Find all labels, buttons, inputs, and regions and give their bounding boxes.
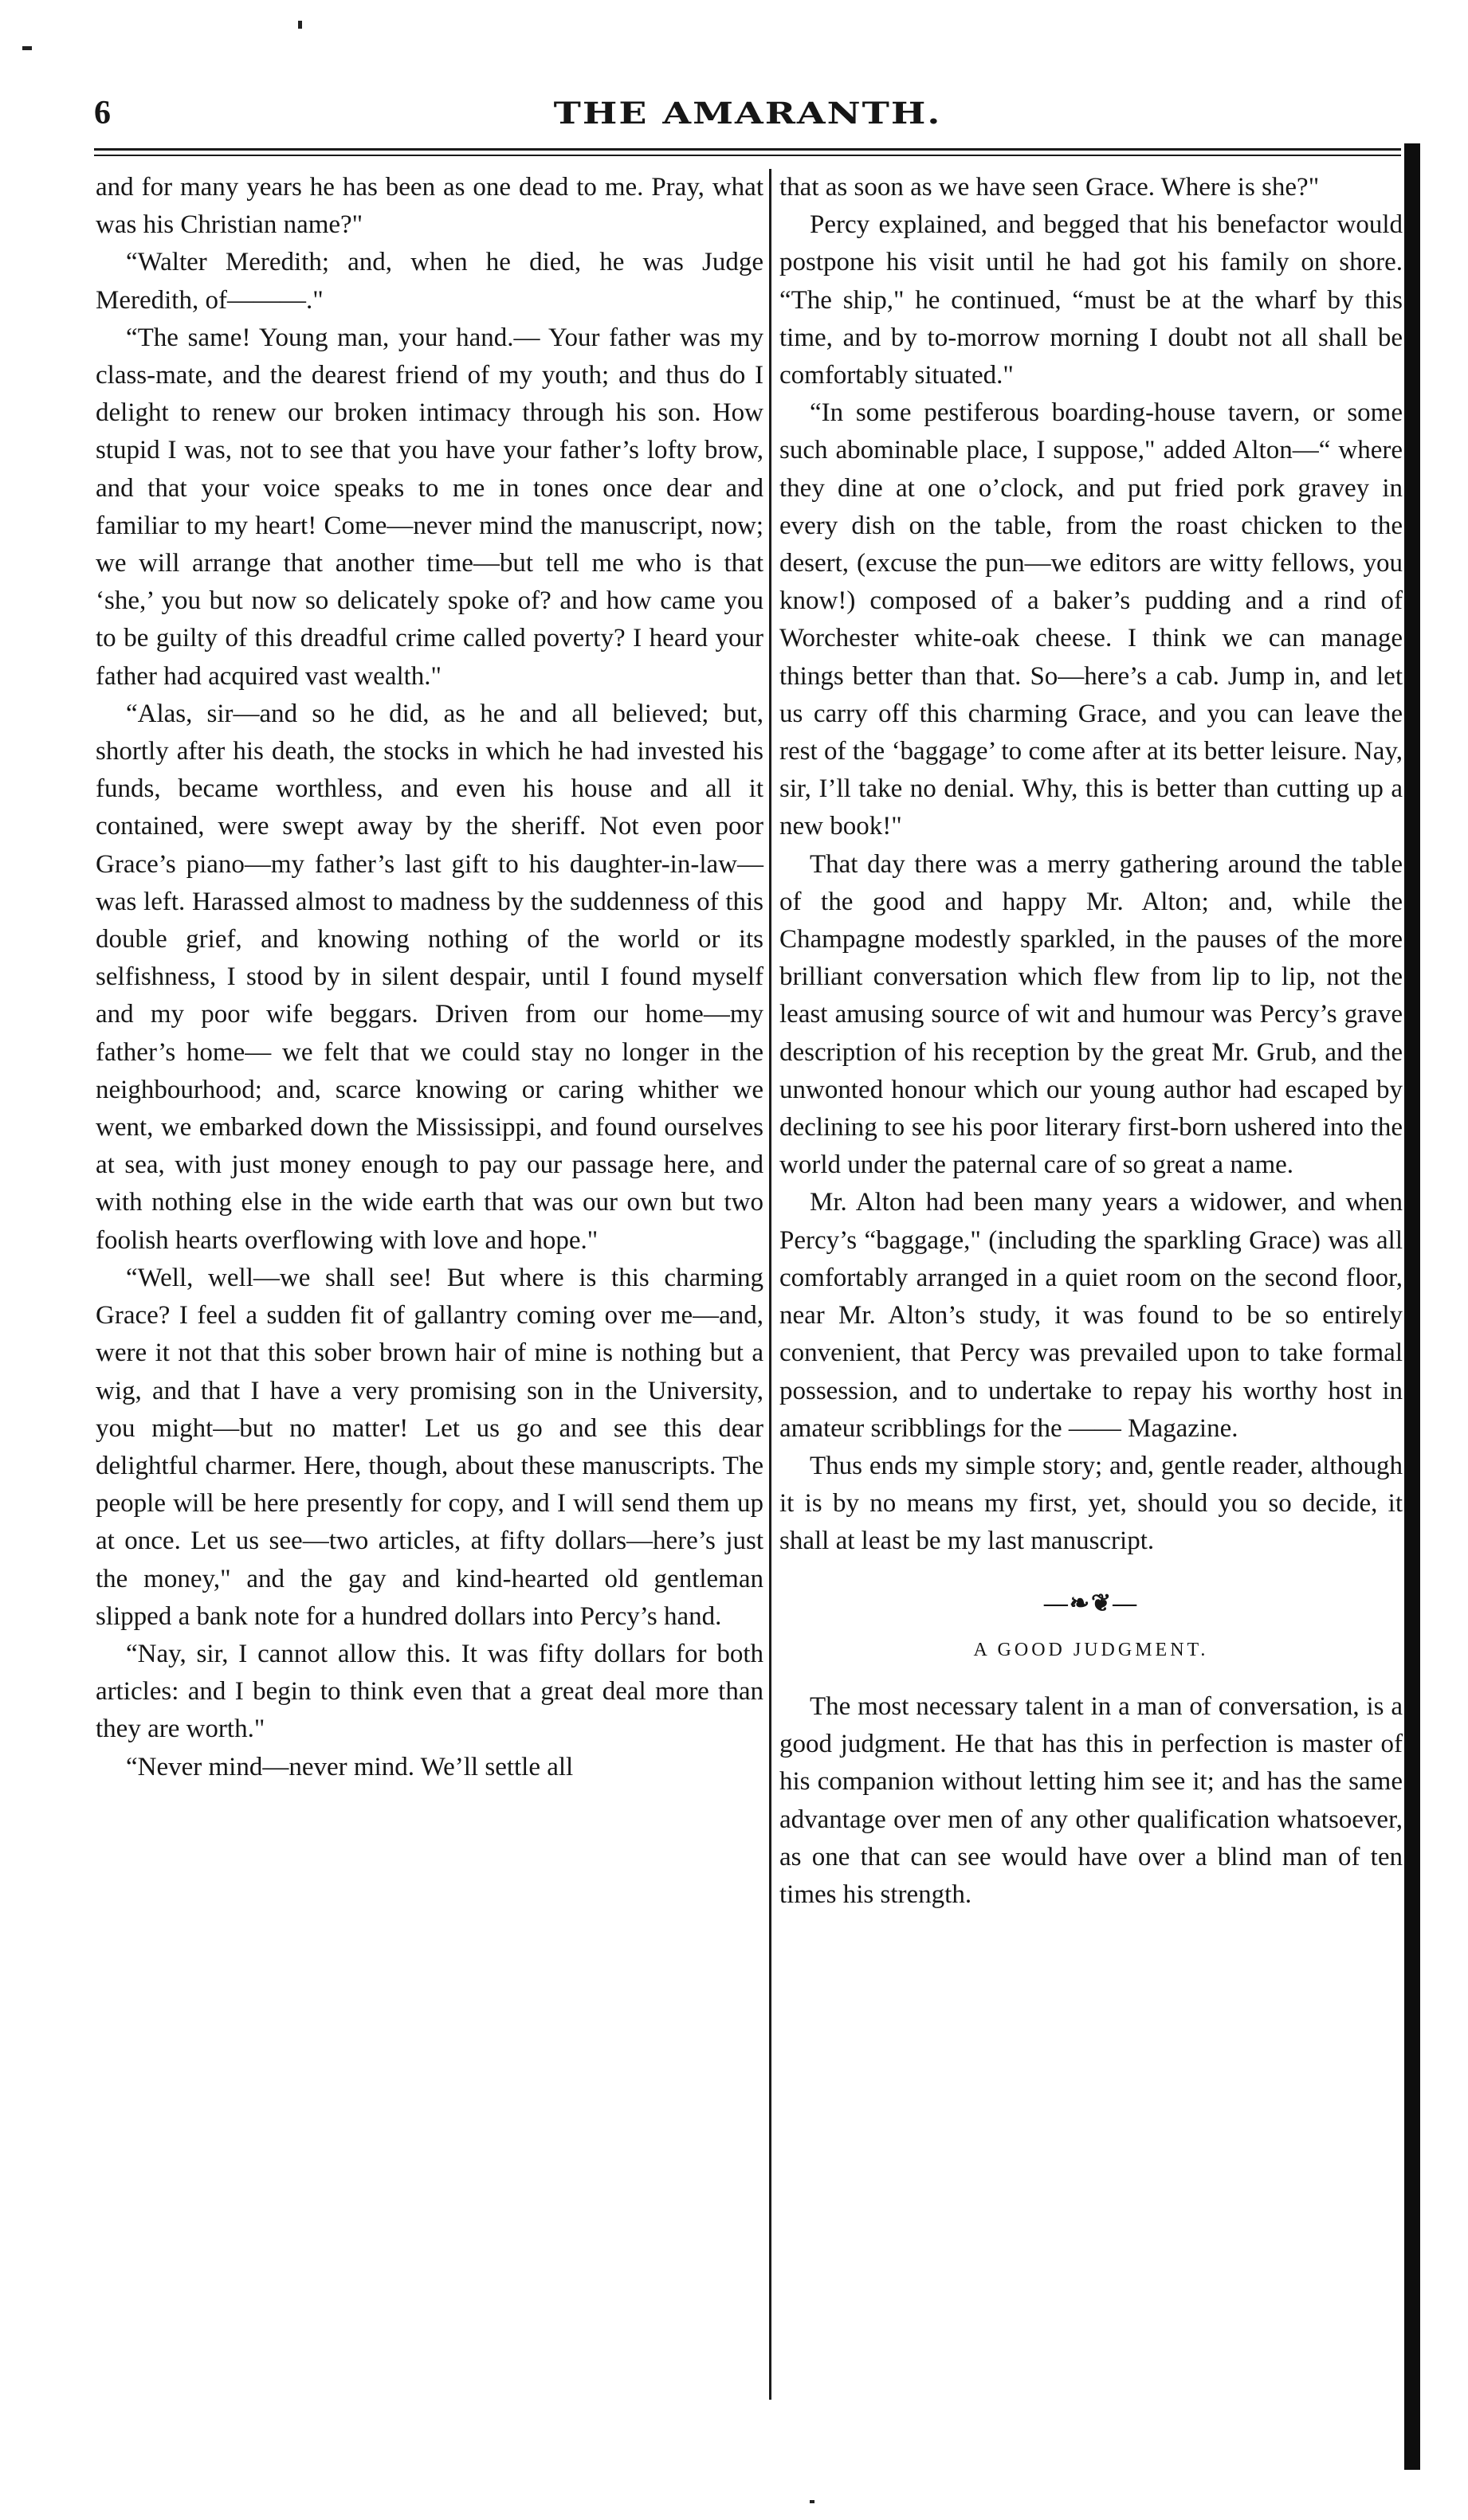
paragraph: “Well, well—we shall see! But where is this charming Grace? I feel a sudden fit of gallantry coming over me—and, were it not that this sober brown hair of mine is nothing but a wig, and that I have a very promising son in the University, you might—but no matter! Let us go and see this dear delightful charmer. Here, though, about these manuscripts. The people will be here presently for copy, and I will send them up at once. Let us see—two articles, at fifty dollars—here’s just the money," and the gay and kind-hearted old gentleman slipped a bank note for a hundred dollars into Percy’s hand. bbox=[96, 1263, 763, 1631]
ink-speck bbox=[810, 2500, 814, 2503]
paragraph: “Alas, sir—and so he did, as he and all believed; but, shortly after his death, the stocks in which he had invested his funds, became worthless, and even his house and all it contained, were swept away by the sheriff. Not even poor Grace’s piano—my father’s last gift to his daughter-in-law—was left. Harassed almost to madness by the suddenness of this double grief, and knowing nothing of the world or its selfishness, I stood by in silent despair, until I found myself and my poor wife beggars. Driven from our home—my father’s home— we felt that we could stay no longer in the neighbourhood; and, scarce knowing or caring whither we went, we embarked down the Mississippi, and found ourselves at sea, with just money enough to pay our passage here, and with nothing else in the wide earth that was our own but two foolish hearts overflowing with love and hope." bbox=[96, 699, 763, 1255]
page-header bbox=[94, 89, 1401, 137]
paragraph: Thus ends my simple story; and, gentle reader, although it is by no means my first, yet, should you so decide, it shall at least be my last manuscript. bbox=[779, 1451, 1403, 1556]
paragraph: that as soon as we have seen Grace. Where is she?" bbox=[779, 173, 1320, 202]
paragraph: “Nay, sir, I cannot allow this. It was fifty dollars for both articles: and I begin to think even that a great deal more than they are worth." bbox=[96, 1639, 763, 1744]
paragraph: Mr. Alton had been many years a widower, and when Percy’s “baggage," (including the sparkling Grace) was all comfortably arranged in a quiet room on the second floor, near Mr. Alton’s study, it was found to be so entirely convenient, that Percy was prevailed upon to take formal possession, and to undertake to repay his worthy host in amateur scribblings for the —— Magazine. bbox=[779, 1188, 1403, 1443]
section-body: The most necessary talent in a man of conversation, is a good judgment. He that has this in perfection is master of his companion without letting him see it; and has the same advantage over men of any other qualification whatsoever, as one that can see would have over a blind man of ten times his strength. bbox=[779, 1691, 1403, 1909]
paragraph: That day there was a merry gathering around the table of the good and happy Mr. Alton; and, while the Champagne modestly sparkled, in the pauses of the more brilliant conversation which flew from lip to lip, not the least amusing source of wit and humour was Percy’s grave description of his reception by the great Mr. Grub, and the unwonted honour which our young author had escaped by declining to see his poor literary first-born ushered into the world under the paternal care of so great a name. bbox=[779, 849, 1403, 1180]
header-rule-thin bbox=[94, 155, 1401, 156]
paragraph: “Never mind—never mind. We’ll settle all bbox=[126, 1752, 574, 1781]
section-ornament: —❧❦— bbox=[1043, 1589, 1139, 1617]
header-rule bbox=[94, 148, 1401, 151]
page-number: 6 bbox=[94, 95, 111, 131]
right-column bbox=[779, 169, 1403, 1914]
column-divider bbox=[769, 169, 771, 2400]
left-column bbox=[96, 169, 763, 1786]
paragraph: “The same! Young man, your hand.— Your father was my class-mate, and the dearest friend of my youth; and thus do I delight to renew our broken intimacy through his son. How stupid I was, not to see that you have your father’s lofty brow, and that your voice speaks to me in tones once dear and familiar to my heart! Come—never mind the manuscript, now; we will arrange that another time—but tell me who is that ‘she,’ you but now so delicately spoke of? and how came you to be guilty of this dreadful crime called poverty? I heard your father had acquired vast wealth." bbox=[96, 323, 763, 691]
ink-speck bbox=[298, 21, 302, 29]
scan-edge-shadow bbox=[1404, 143, 1420, 2470]
section-heading: A GOOD JUDGMENT. bbox=[973, 1639, 1209, 1660]
paragraph: “In some pestiferous boarding-house tavern, or some such abominable place, I suppose," added Alton—“ where they dine at one o’clock, and put fried pork gravey in every dish on the table, from the roast chicken to the desert, (excuse the pun—we editors are witty fellows, you know!) composed of a baker’s pudding and a rind of Worchester white-oak cheese. I think we can manage things better than that. So—here’s a cab. Jump in, and let us carry off this charming Grace, and you can leave the rest of the ‘baggage’ to come after at its better leisure. Nay, sir, I’ll take no denial. Why, this is better than cutting up a new book!" bbox=[779, 398, 1403, 841]
ink-speck bbox=[22, 46, 32, 50]
paragraph: “Walter Meredith; and, when he died, he was Judge Meredith, of———." bbox=[96, 248, 763, 315]
journal-title: THE AMARANTH. bbox=[553, 95, 942, 131]
paragraph: Percy explained, and begged that his benefactor would postpone his visit until he had got his family on shore. “The ship," he continued, “must be at the wharf by this time, and by to-morrow morning I doubt not all shall be comfortably situated." bbox=[779, 210, 1403, 390]
paragraph: and for many years he has been as one dead to me. Pray, what was his Christian name?" bbox=[96, 173, 763, 240]
